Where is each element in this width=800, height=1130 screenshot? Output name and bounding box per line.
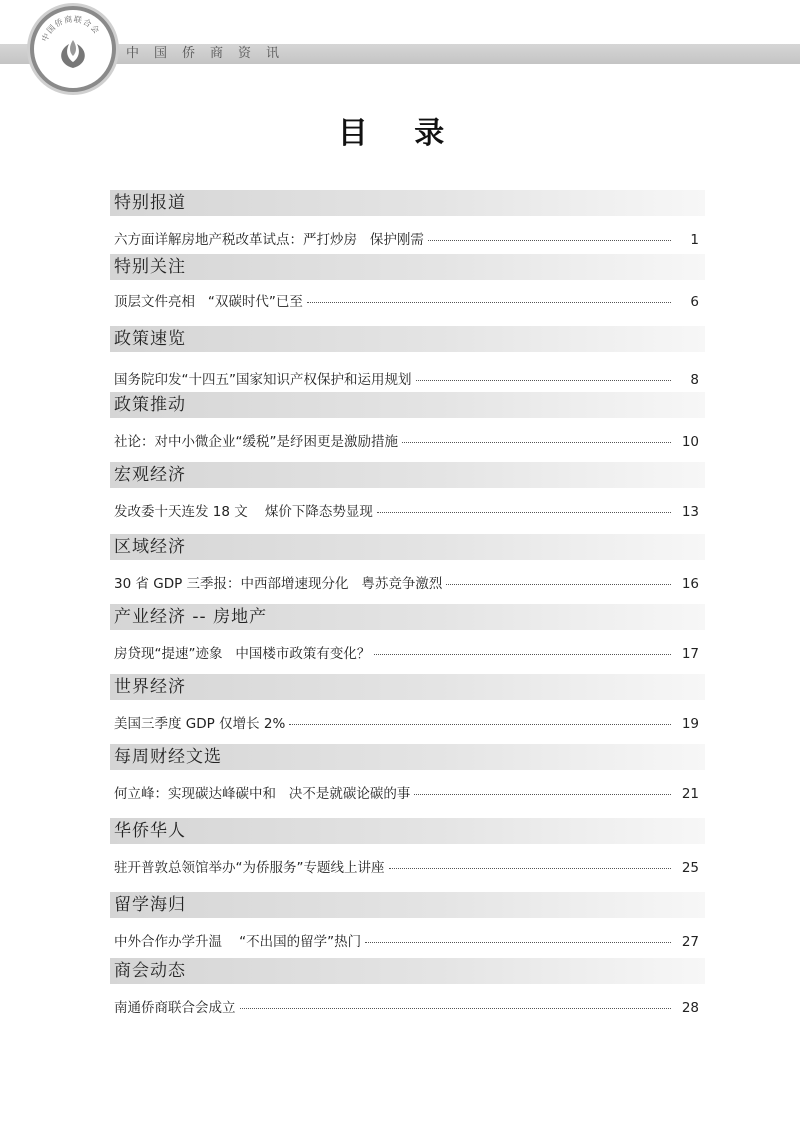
entry-title: 美国三季度 GDP 仅增长 2% <box>114 716 286 732</box>
toc-entry[interactable] <box>110 782 705 802</box>
leader-dots <box>365 941 671 943</box>
entry-title: 发改委十天连发 18 文 煤价下降态势显现 <box>114 504 373 520</box>
entry-page: 10 <box>681 434 699 450</box>
leader-dots <box>414 793 671 795</box>
section-heading: 政策推动 <box>110 392 705 418</box>
entry-title: 驻开普敦总领馆举办“为侨服务”专题线上讲座 <box>114 860 385 876</box>
entry-title: 房贷现“提速”迹象 中国楼市政策有变化？ <box>114 646 371 662</box>
toc-section <box>110 604 705 662</box>
section-heading: 区域经济 <box>110 534 705 560</box>
toc-section <box>110 392 705 450</box>
toc-section <box>110 818 705 876</box>
section-heading: 产业经济 -- 房地产 <box>110 604 705 630</box>
entry-page: 21 <box>681 786 699 802</box>
svg-text:中国侨商联合会 <box>39 14 102 43</box>
entry-page: 27 <box>681 934 699 950</box>
leader-dots <box>416 379 672 381</box>
section-heading: 宏观经济 <box>110 462 705 488</box>
section-heading: 世界经济 <box>110 674 705 700</box>
section-heading: 华侨华人 <box>110 818 705 844</box>
entry-page: 13 <box>681 504 699 520</box>
toc-section <box>110 462 705 520</box>
leader-dots <box>307 301 671 303</box>
toc-section <box>110 326 705 388</box>
page-title: 目 录 <box>337 116 463 151</box>
leader-dots <box>402 441 671 443</box>
leader-dots <box>389 867 672 869</box>
header-title: 中国侨商资讯 <box>126 46 295 61</box>
entry-title: 南通侨商联合会成立 <box>114 1000 236 1016</box>
leader-dots <box>428 239 671 241</box>
toc-section <box>110 674 705 732</box>
entry-page: 28 <box>681 1000 699 1016</box>
toc-section <box>110 534 705 592</box>
leader-dots <box>289 723 671 725</box>
toc-entry[interactable] <box>110 368 705 388</box>
toc-entry[interactable] <box>110 642 705 662</box>
toc-entry[interactable] <box>110 996 705 1016</box>
section-heading: 留学海归 <box>110 892 705 918</box>
toc-entry[interactable] <box>110 572 705 592</box>
toc-entry[interactable] <box>110 228 705 248</box>
leader-dots <box>240 1007 672 1009</box>
toc-entry[interactable] <box>110 290 705 310</box>
section-heading: 政策速览 <box>110 326 705 352</box>
toc-section <box>110 254 705 310</box>
toc-section <box>110 958 705 1016</box>
entry-page: 16 <box>681 576 699 592</box>
section-heading: 每周财经文选 <box>110 744 705 770</box>
section-heading: 商会动态 <box>110 958 705 984</box>
logo <box>30 6 116 92</box>
entry-page: 1 <box>690 232 699 248</box>
entry-title: 顶层文件亮相 “双碳时代”已至 <box>114 294 303 310</box>
entry-title: 社论：对中小微企业“缓税”是纾困更是激励措施 <box>114 434 398 450</box>
toc-entry[interactable] <box>110 930 705 950</box>
entry-page: 6 <box>690 294 699 310</box>
leader-dots <box>374 653 671 655</box>
section-heading: 特别关注 <box>110 254 705 280</box>
toc-section <box>110 190 705 248</box>
leader-dots <box>377 511 671 513</box>
leader-dots <box>446 583 671 585</box>
entry-title: 中外合作办学升温 “不出国的留学”热门 <box>114 934 362 950</box>
entry-title: 何立峰：实现碳达峰碳中和 决不是就碳论碳的事 <box>114 786 411 802</box>
entry-page: 19 <box>681 716 699 732</box>
toc-entry[interactable] <box>110 500 705 520</box>
section-heading: 特别报道 <box>110 190 705 216</box>
table-of-contents <box>110 190 705 1016</box>
toc-section <box>110 892 705 950</box>
toc-entry[interactable] <box>110 712 705 732</box>
logo-text: 中国侨商联合会 <box>40 14 102 43</box>
entry-page: 8 <box>690 372 699 388</box>
header-band <box>0 44 800 64</box>
logo-emblem-icon <box>34 10 112 88</box>
entry-title: 国务院印发“十四五”国家知识产权保护和运用规划 <box>114 372 412 388</box>
entry-title: 30 省 GDP 三季报：中西部增速现分化 粤苏竞争激烈 <box>114 576 443 592</box>
toc-entry[interactable] <box>110 430 705 450</box>
entry-page: 17 <box>681 646 699 662</box>
entry-page: 25 <box>681 860 699 876</box>
entry-title: 六方面详解房地产税改革试点：严打炒房 保护刚需 <box>114 232 424 248</box>
toc-entry[interactable] <box>110 856 705 876</box>
toc-section <box>110 744 705 802</box>
